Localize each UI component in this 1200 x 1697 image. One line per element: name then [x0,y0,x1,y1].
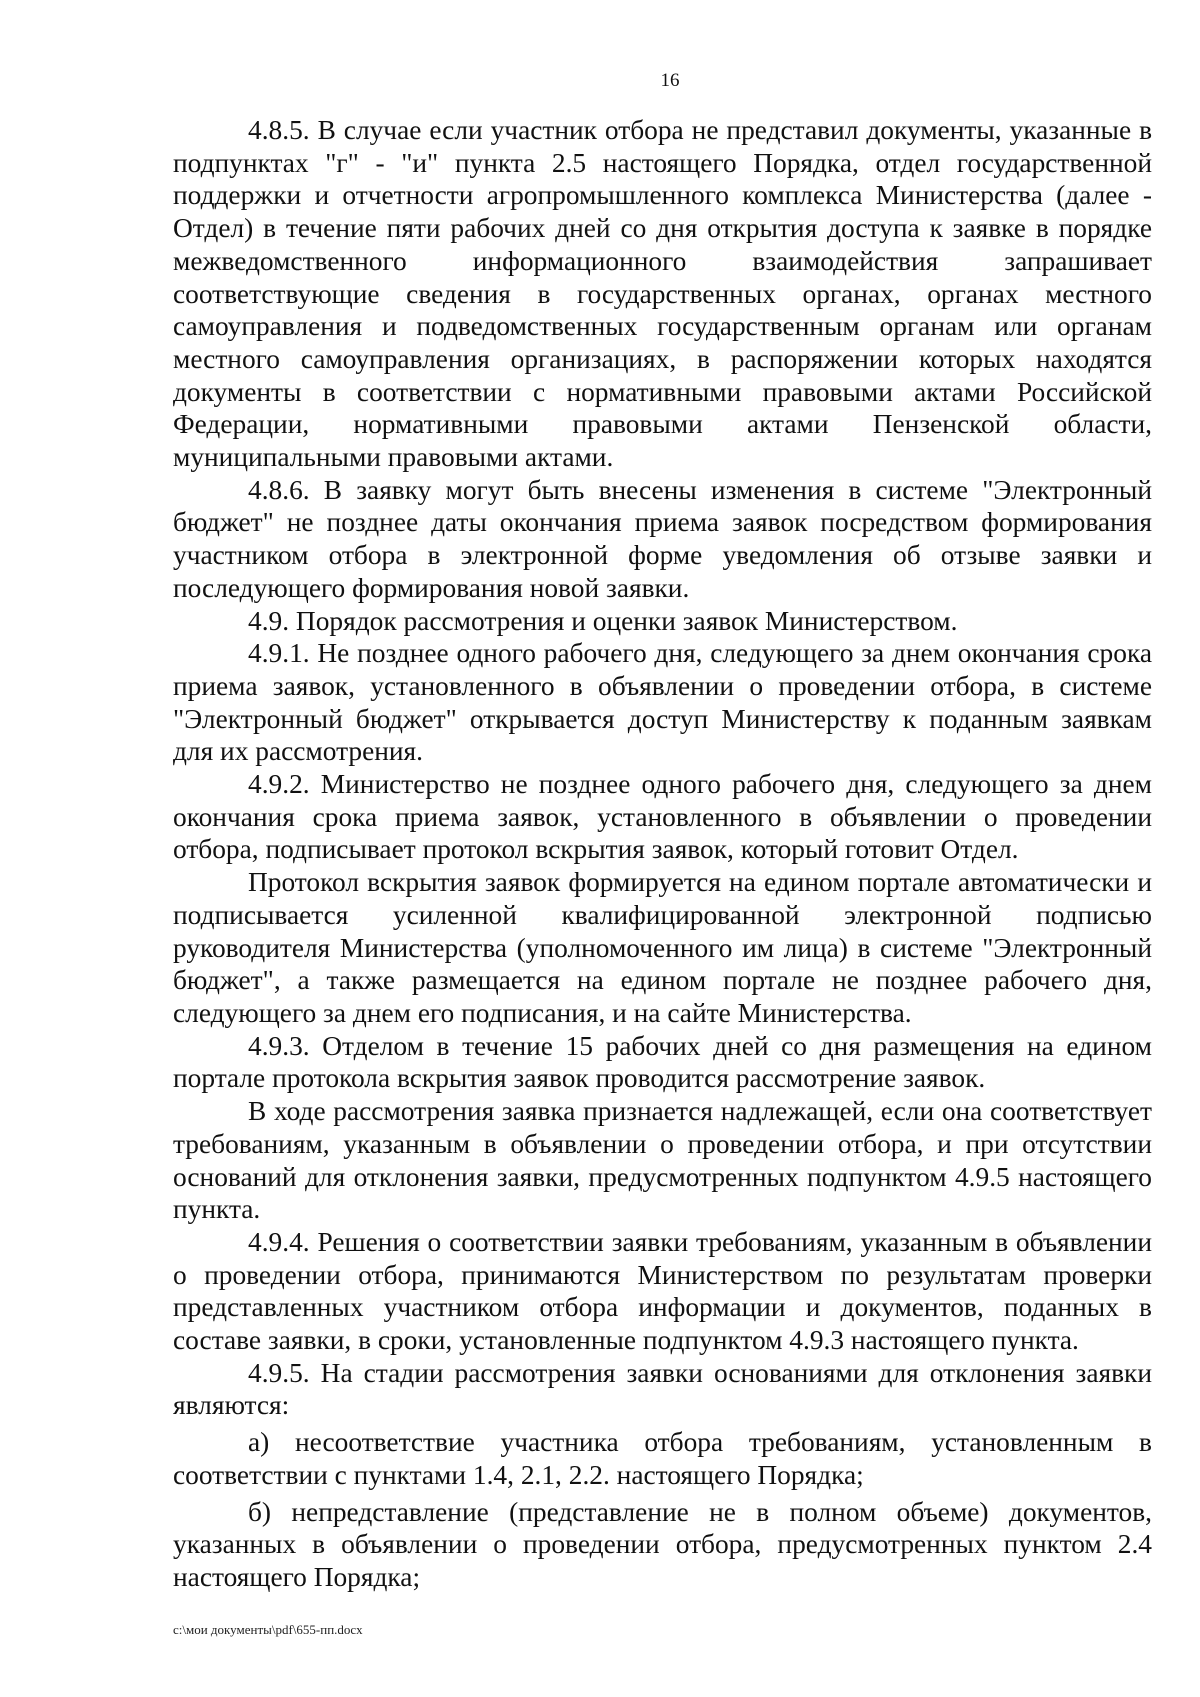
paragraph-review: В ходе рассмотрения заявка признается надлежащей, если она соответствует требованиям, указанным в объявлении о проведении отбора, и при отсутствии оснований для отклонения заявки, предусмотренных подпунктом 4.9.5 настоящего пункта. [173,1096,1152,1225]
paragraph-4-9-5: 4.9.5. На стадии рассмотрения заявки основаниями для отклонения заявки являются: [173,1357,1152,1421]
paragraph-4-9-4: 4.9.4. Решения о соответствии заявки требованиям, указанным в объявлении о проведении отбора, принимаются Министерством по результатам проверки представленных участником отбора информации и документов, поданных в составе заявки, в сроки, установленные подпунктом 4.9.3 настоящего пункта. [173,1226,1152,1356]
footer-file-path: c:\мои документы\pdf\655-пп.docx [173,1622,363,1637]
paragraph-4-8-5: 4.8.5. В случае если участник отбора не представил документы, указанные в подпунктах "г" - "и" пункта 2.5 настоящего Порядка, отдел государственной поддержки и отчетности агропромышленного комплекса Министерства (далее - Отдел) в течение пяти рабочих дней со дня открытия доступа к заявке в порядке межведомственного информационного взаимодействия запрашивает соответствующие сведения в государственных органах, органах местного самоуправления и подведомственных государственным органам или органам местного самоуправления организациях, в распоряжении которых находятся документы в соответствии с нормативными правовыми актами Российской Федерации, нормативными правовыми актами Пензенской области, муниципальными правовыми актами. [173,115,1152,473]
paragraph-4-9: 4.9. Порядок рассмотрения и оценки заявок Министерством. [248,605,958,636]
paragraph-4-9-2: 4.9.2. Министерство не позднее одного рабочего дня, следующего за днем окончания срока приема заявок, установленного в объявлении о проведении отбора, подписывает протокол вскрытия заявок, который готовит Отдел. [173,769,1152,865]
paragraph-4-8-6: 4.8.6. В заявку могут быть внесены изменения в системе "Электронный бюджет" не позднее даты окончания приема заявок посредством формирования участником отбора в электронной форме уведомления об отзыве заявки и последующего формирования новой заявки. [173,474,1152,603]
paragraph-4-9-1: 4.9.1. Не позднее одного рабочего дня, следующего за днем окончания срока приема заявок, установленного в объявлении о проведении отбора, в системе "Электронный бюджет" открывается доступ Министерству к поданным заявкам для их рассмотрения. [173,638,1152,767]
paragraph-item-b: б) непредставление (представление не в полном объеме) документов, указанных в объявлении о проведении отбора, предусмотренных пунктом 2.4 настоящего Порядка; [173,1496,1152,1592]
document-body [173,114,1152,1594]
paragraph-protocol: Протокол вскрытия заявок формируется на едином портале автоматически и подписывается усиленной квалифицированной электронной подписью руководителя Министерства (уполномоченного им лица) в системе "Электронный бюджет", а также размещается на едином портале не позднее рабочего дня, следующего за днем его подписания, и на сайте Министерства. [173,867,1152,1028]
page-number: 16 [660,70,680,91]
paragraph-4-9-3: 4.9.3. Отделом в течение 15 рабочих дней со дня размещения на едином портале протокола вскрытия заявок проводится рассмотрение заявок. [173,1030,1152,1094]
paragraph-item-a: а) несоответствие участника отбора требованиям, установленным в соответствии с пунктами 1.4, 2.1, 2.2. настоящего Порядка; [173,1427,1152,1490]
